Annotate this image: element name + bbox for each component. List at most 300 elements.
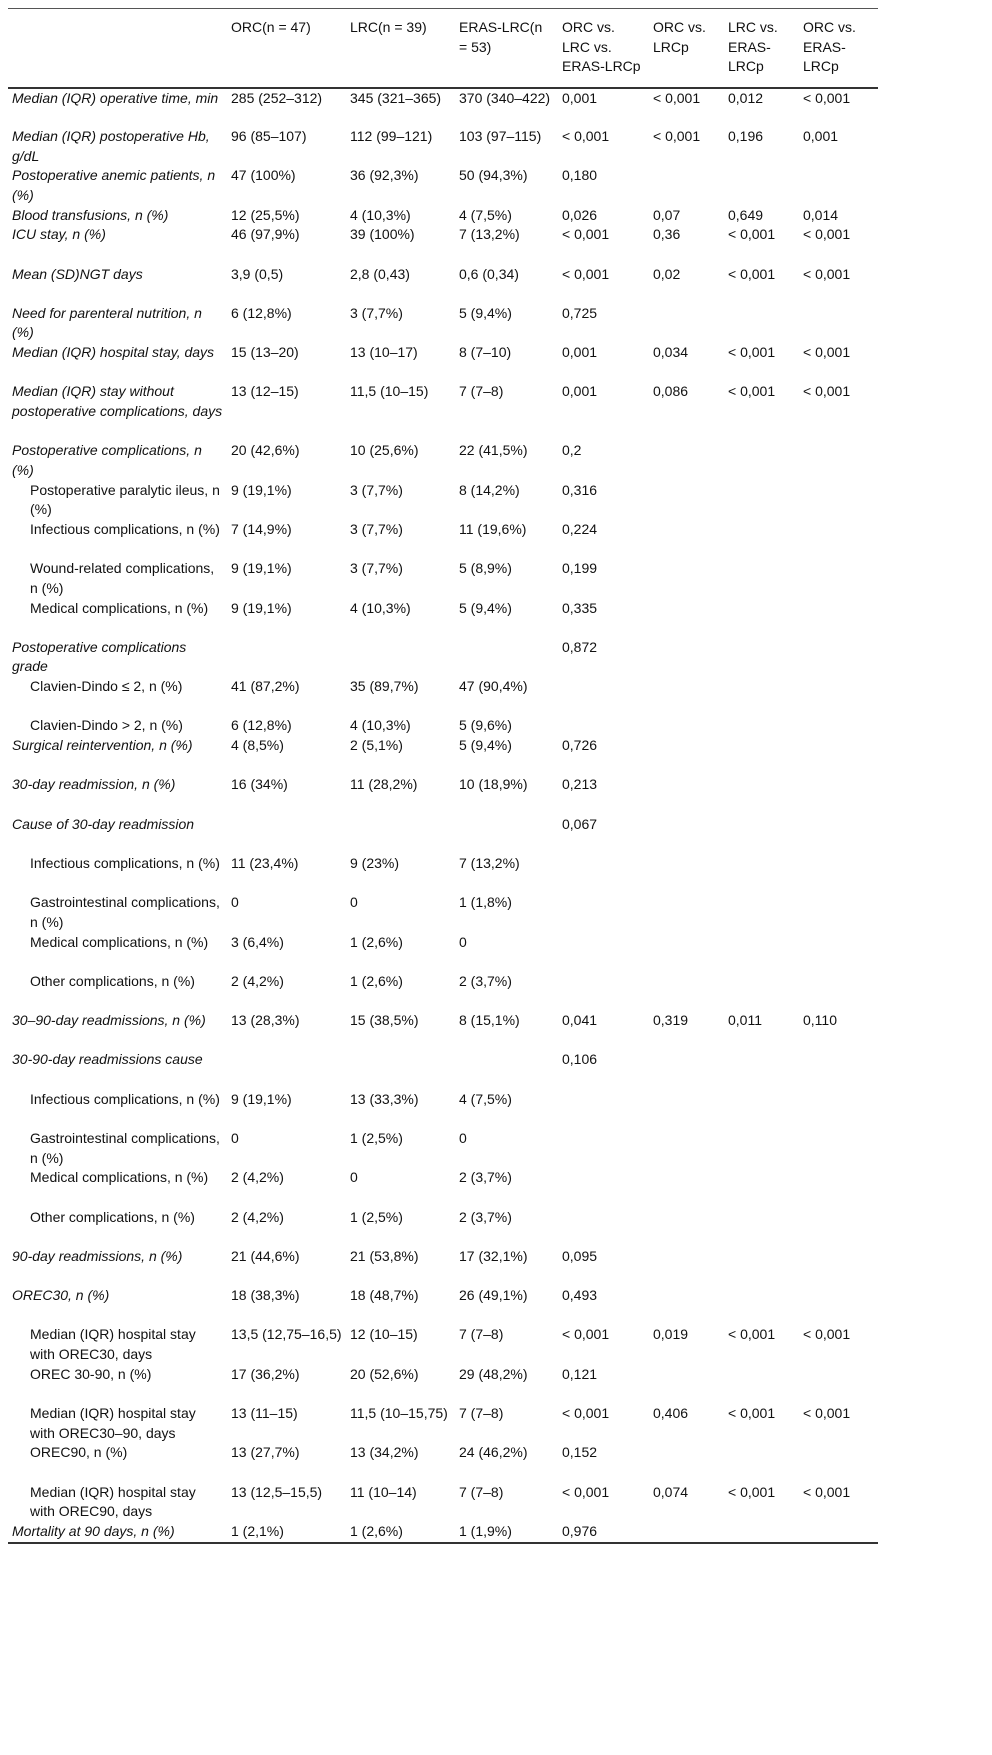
row-label: Median (IQR) hospital stay with OREC30, days <box>30 1326 196 1363</box>
table-cell <box>455 638 558 677</box>
row-label: Other complications, n (%) <box>30 972 195 989</box>
table-row <box>8 127 878 166</box>
row-label: Median (IQR) postoperative Hb, g/dL <box>12 128 210 164</box>
table-cell <box>724 775 799 814</box>
table-cell: 8 (14,2%) <box>459 481 520 498</box>
table-cell: 0,649 <box>728 206 764 223</box>
table-cell: 2,8 (0,43) <box>350 265 410 282</box>
table-header <box>8 9 878 88</box>
table-cell: 345 (321–365) <box>350 89 442 106</box>
table-cell <box>724 972 799 1011</box>
row-label: 30-90-day readmissions cause <box>12 1051 203 1068</box>
table-row <box>8 206 878 226</box>
table-cell <box>649 1050 724 1089</box>
table-cell: 3 (7,7%) <box>350 304 403 321</box>
table-cell: 8 (15,1%) <box>459 1012 520 1029</box>
table-cell <box>227 638 346 677</box>
table-cell <box>799 933 878 972</box>
table-cell: 1 (2,5%) <box>350 1129 403 1146</box>
table-cell: 0,199 <box>562 560 598 577</box>
table-row <box>8 1325 878 1364</box>
table-cell <box>558 854 649 893</box>
table-cell: 5 (8,9%) <box>459 560 512 577</box>
table-cell: 0,001 <box>562 89 598 106</box>
table-cell <box>724 677 799 716</box>
table-cell: 11 (23,4%) <box>231 854 299 871</box>
table-row <box>8 1168 878 1207</box>
table-cell: 36 (92,3%) <box>350 167 419 184</box>
table-cell: 0,074 <box>653 1483 689 1500</box>
row-label: Other complications, n (%) <box>30 1208 195 1225</box>
table-row <box>8 1011 878 1050</box>
table-cell: 50 (94,3%) <box>459 167 528 184</box>
row-label: 30–90-day readmissions, n (%) <box>12 1012 206 1029</box>
table-cell: 0,2 <box>562 442 582 459</box>
table-cell <box>799 559 878 598</box>
table-cell: 0,001 <box>562 344 598 361</box>
table-row <box>8 893 878 932</box>
table-cell: 4 (7,5%) <box>459 206 512 223</box>
table-cell <box>799 638 878 677</box>
table-cell: 285 (252–312) <box>231 89 323 106</box>
table-cell: 0,152 <box>562 1444 598 1461</box>
table-cell: 0,106 <box>562 1051 598 1068</box>
row-label: Wound-related complications, n (%) <box>30 560 215 596</box>
table-cell: 10 (25,6%) <box>350 442 419 459</box>
table-cell: < 0,001 <box>728 344 776 361</box>
table-row <box>8 441 878 480</box>
table-cell: 15 (38,5%) <box>350 1012 419 1029</box>
row-label: ICU stay, n (%) <box>12 226 106 243</box>
table-cell <box>724 1168 799 1207</box>
row-label: Medical complications, n (%) <box>30 933 209 950</box>
table-cell <box>724 736 799 775</box>
table-cell: 20 (52,6%) <box>350 1365 419 1382</box>
table-cell <box>649 638 724 677</box>
table-cell: 0 <box>231 1129 239 1146</box>
table-cell <box>558 933 649 972</box>
table-cell <box>649 1090 724 1129</box>
table-row <box>8 1286 878 1325</box>
results-table-container <box>8 8 878 1544</box>
table-cell <box>724 716 799 736</box>
table-cell <box>649 1365 724 1404</box>
table-cell: 0,726 <box>562 737 598 754</box>
row-label: Infectious complications, n (%) <box>30 520 220 537</box>
table-cell: < 0,001 <box>728 265 776 282</box>
table-row <box>8 1247 878 1286</box>
table-cell: 0,110 <box>803 1012 837 1029</box>
header-cell <box>8 9 227 88</box>
table-cell <box>649 893 724 932</box>
table-cell: 3 (7,7%) <box>350 520 403 537</box>
table-cell: < 0,001 <box>562 265 610 282</box>
table-cell: 2 (3,7%) <box>459 972 512 989</box>
table-cell: 0,224 <box>562 520 598 537</box>
table-cell: < 0,001 <box>803 265 851 282</box>
table-cell: 21 (44,6%) <box>231 1247 300 1264</box>
table-cell: 0,319 <box>653 1012 689 1029</box>
table-cell: 0 <box>350 1169 358 1186</box>
table-cell <box>558 893 649 932</box>
table-cell: 0,067 <box>562 815 598 832</box>
table-cell: 47 (90,4%) <box>459 678 528 695</box>
table-cell: 13 (12–15) <box>231 383 299 400</box>
table-cell: 5 (9,4%) <box>459 304 512 321</box>
table-cell: 0,180 <box>562 167 598 184</box>
table-cell: < 0,001 <box>803 1326 851 1343</box>
table-cell: 0 <box>350 894 358 911</box>
table-cell <box>799 1050 878 1089</box>
row-label: Medical complications, n (%) <box>30 599 209 616</box>
table-cell <box>799 893 878 932</box>
table-row <box>8 1050 878 1089</box>
table-cell <box>649 972 724 1011</box>
table-cell: 4 (10,3%) <box>350 599 411 616</box>
table-cell <box>799 736 878 775</box>
table-cell <box>558 1090 649 1129</box>
table-cell <box>649 736 724 775</box>
header-cell: ORC vs. LRC vs. ERAS-LRCp <box>562 19 641 75</box>
table-cell <box>558 972 649 1011</box>
table-cell: 13 (27,7%) <box>231 1444 300 1461</box>
table-cell <box>724 893 799 932</box>
table-cell: 4 (10,3%) <box>350 206 411 223</box>
table-cell: 41 (87,2%) <box>231 678 300 695</box>
table-cell: 5 (9,4%) <box>459 599 512 616</box>
table-cell: 1 (2,5%) <box>350 1208 403 1225</box>
table-cell: 22 (41,5%) <box>459 442 528 459</box>
row-label: 90-day readmissions, n (%) <box>12 1247 183 1264</box>
table-cell <box>649 1247 724 1286</box>
table-cell: 13 (12,5–15,5) <box>231 1483 323 1500</box>
table-cell <box>724 933 799 972</box>
table-cell <box>799 1129 878 1168</box>
table-cell: 11 (28,2%) <box>350 776 418 793</box>
table-cell: < 0,001 <box>803 383 851 400</box>
table-cell <box>558 1168 649 1207</box>
table-cell: 1 (1,8%) <box>459 894 512 911</box>
table-cell <box>799 1247 878 1286</box>
table-cell <box>799 854 878 893</box>
table-cell <box>799 1090 878 1129</box>
table-cell <box>724 559 799 598</box>
table-cell <box>649 559 724 598</box>
table-row <box>8 1483 878 1522</box>
table-cell: 12 (10–15) <box>350 1326 418 1343</box>
table-cell: 0,976 <box>562 1522 598 1539</box>
table-cell: 0,012 <box>728 89 764 106</box>
table-cell: 0 <box>459 933 467 950</box>
row-label: Median (IQR) hospital stay with OREC90, days <box>30 1483 196 1520</box>
row-label: Need for parenteral nutrition, n (%) <box>12 304 202 341</box>
table-cell: 7 (7–8) <box>459 383 504 400</box>
table-cell <box>724 304 799 343</box>
table-cell: 7 (13,2%) <box>459 226 520 243</box>
table-cell: 7 (14,9%) <box>231 520 292 537</box>
table-cell: < 0,001 <box>562 1326 610 1343</box>
table-cell: 16 (34%) <box>231 776 288 793</box>
table-cell <box>649 1168 724 1207</box>
table-cell <box>724 1090 799 1129</box>
table-cell <box>346 638 455 677</box>
table-cell <box>724 1443 799 1482</box>
table-cell: 18 (48,7%) <box>350 1287 419 1304</box>
table-cell: 0 <box>231 894 239 911</box>
table-cell: < 0,001 <box>803 1405 851 1422</box>
table-cell: 7 (13,2%) <box>459 854 520 871</box>
table-row <box>8 638 878 677</box>
table-row <box>8 1443 878 1482</box>
table-cell: 0,011 <box>728 1012 762 1029</box>
table-cell: < 0,001 <box>653 89 701 106</box>
table-cell: 18 (38,3%) <box>231 1287 300 1304</box>
table-cell: 46 (97,9%) <box>231 226 300 243</box>
table-cell <box>724 441 799 480</box>
row-label: 30-day readmission, n (%) <box>12 776 176 793</box>
table-cell <box>799 520 878 559</box>
table-cell <box>724 815 799 854</box>
results-table <box>8 8 878 1544</box>
table-cell: 0,493 <box>562 1287 598 1304</box>
table-cell: 24 (46,2%) <box>459 1444 528 1461</box>
table-cell: 0,086 <box>653 383 689 400</box>
table-cell <box>455 815 558 854</box>
table-cell: 2 (4,2%) <box>231 1208 284 1225</box>
table-cell <box>724 166 799 205</box>
table-body <box>8 88 878 1543</box>
table-cell <box>649 1443 724 1482</box>
row-label: Gastrointestinal complications, n (%) <box>30 894 220 930</box>
table-cell <box>649 933 724 972</box>
table-cell: 29 (48,2%) <box>459 1365 528 1382</box>
table-cell: 17 (36,2%) <box>231 1365 300 1382</box>
row-label: Blood transfusions, n (%) <box>12 206 169 223</box>
table-cell <box>799 972 878 1011</box>
table-cell: 112 (99–121) <box>350 128 433 145</box>
table-cell: 1 (2,6%) <box>350 1522 403 1539</box>
table-cell: 3 (7,7%) <box>350 481 403 498</box>
table-cell: 13 (33,3%) <box>350 1090 419 1107</box>
row-label: Median (IQR) hospital stay, days <box>12 344 215 361</box>
table-cell: 0,034 <box>653 344 689 361</box>
table-cell <box>799 1286 878 1325</box>
table-cell: 0,725 <box>562 304 598 321</box>
row-label: Infectious complications, n (%) <box>30 854 220 871</box>
table-cell: 2 (4,2%) <box>231 1169 284 1186</box>
table-cell: 13 (11–15) <box>231 1405 298 1422</box>
table-cell: 0,014 <box>803 206 839 223</box>
header-cell: ERAS-LRC(n = 53) <box>459 19 543 55</box>
table-cell <box>799 1443 878 1482</box>
table-cell <box>558 677 649 716</box>
table-cell <box>649 716 724 736</box>
table-cell <box>649 1522 724 1543</box>
table-cell: 11 (10–14) <box>350 1483 417 1500</box>
table-cell <box>799 441 878 480</box>
table-cell <box>227 1050 346 1089</box>
table-row <box>8 1522 878 1543</box>
table-cell <box>649 441 724 480</box>
table-cell: < 0,001 <box>728 1483 776 1500</box>
table-cell: 6 (12,8%) <box>231 304 292 321</box>
row-label: Clavien-Dindo > 2, n (%) <box>30 717 183 734</box>
table-row <box>8 1404 878 1443</box>
table-cell: 0,041 <box>562 1012 598 1029</box>
table-cell: 9 (19,1%) <box>231 599 292 616</box>
row-label: Postoperative paralytic ileus, n (%) <box>30 481 220 518</box>
table-row <box>8 1365 878 1404</box>
table-cell: 370 (340–422) <box>459 89 551 106</box>
table-cell <box>558 1208 649 1247</box>
row-label: Gastrointestinal complications, n (%) <box>30 1129 220 1166</box>
table-cell <box>724 1365 799 1404</box>
table-cell <box>558 716 649 736</box>
table-cell <box>799 815 878 854</box>
table-cell: < 0,001 <box>728 226 776 243</box>
table-cell: 0,36 <box>653 226 681 243</box>
table-cell: 0 <box>459 1129 467 1146</box>
table-row <box>8 559 878 598</box>
table-cell: 0,026 <box>562 206 598 223</box>
row-label: Medical complications, n (%) <box>30 1169 209 1186</box>
table-cell: 3,9 (0,5) <box>231 265 284 282</box>
table-cell: 7 (7–8) <box>459 1483 504 1500</box>
table-cell <box>455 1050 558 1089</box>
table-cell: 7 (7–8) <box>459 1405 504 1422</box>
table-cell: 4 (7,5%) <box>459 1090 512 1107</box>
header-cell: ORC vs. ERAS-LRCp <box>803 19 856 75</box>
table-row <box>8 775 878 814</box>
table-cell: < 0,001 <box>803 226 851 243</box>
table-cell <box>649 520 724 559</box>
table-cell <box>724 1208 799 1247</box>
table-row <box>8 166 878 205</box>
table-cell: 13 (28,3%) <box>231 1012 300 1029</box>
table-cell <box>558 1129 649 1168</box>
table-cell: 9 (23%) <box>350 854 400 871</box>
table-row <box>8 343 878 382</box>
row-label: Infectious complications, n (%) <box>30 1090 220 1107</box>
table-cell: 9 (19,1%) <box>231 560 292 577</box>
table-cell: 5 (9,6%) <box>459 717 512 734</box>
table-row <box>8 1208 878 1247</box>
table-cell: 96 (85–107) <box>231 128 307 145</box>
table-cell <box>649 1129 724 1168</box>
header-cell: LRC(n = 39) <box>350 19 427 35</box>
table-cell <box>799 599 878 638</box>
table-cell <box>227 815 346 854</box>
table-cell <box>649 304 724 343</box>
table-cell <box>799 677 878 716</box>
table-cell <box>724 1050 799 1089</box>
table-row <box>8 677 878 716</box>
table-cell: 0,095 <box>562 1247 598 1264</box>
table-cell: 0,213 <box>562 776 598 793</box>
table-cell: 103 (97–115) <box>459 128 542 145</box>
table-cell <box>799 716 878 736</box>
table-cell: 0,07 <box>653 206 681 223</box>
table-cell: 0,196 <box>728 128 764 145</box>
table-cell: 0,316 <box>562 481 598 498</box>
table-cell <box>649 854 724 893</box>
table-row <box>8 736 878 775</box>
table-cell <box>649 1208 724 1247</box>
table-cell: 7 (7–8) <box>459 1326 504 1343</box>
table-cell: 12 (25,5%) <box>231 206 300 223</box>
table-cell: 13 (10–17) <box>350 344 418 361</box>
table-cell <box>724 520 799 559</box>
table-cell: 8 (7–10) <box>459 344 512 361</box>
row-label: Cause of 30-day readmission <box>12 815 195 832</box>
table-cell: 0,121 <box>562 1365 598 1382</box>
table-row <box>8 481 878 520</box>
table-cell <box>799 1168 878 1207</box>
table-cell: 0,001 <box>803 128 839 145</box>
table-cell: < 0,001 <box>728 383 776 400</box>
table-cell: 1 (2,6%) <box>350 933 403 950</box>
table-cell: 11 (19,6%) <box>459 520 527 537</box>
table-cell <box>799 775 878 814</box>
table-cell: < 0,001 <box>803 344 851 361</box>
table-cell: < 0,001 <box>562 1405 610 1422</box>
table-row <box>8 520 878 559</box>
table-row <box>8 972 878 1011</box>
table-cell: < 0,001 <box>562 128 610 145</box>
table-cell: 11,5 (10–15) <box>350 383 429 400</box>
table-cell <box>346 1050 455 1089</box>
table-cell <box>649 481 724 520</box>
table-cell <box>649 599 724 638</box>
table-row <box>8 1129 878 1168</box>
table-cell <box>724 1247 799 1286</box>
table-cell: 10 (18,9%) <box>459 776 528 793</box>
row-label: OREC 30-90, n (%) <box>30 1365 152 1382</box>
table-row <box>8 88 878 127</box>
table-row <box>8 265 878 304</box>
table-cell <box>649 775 724 814</box>
table-row <box>8 382 878 441</box>
row-label: Median (IQR) operative time, min <box>12 89 219 106</box>
table-cell <box>799 481 878 520</box>
table-cell: 1 (2,1%) <box>231 1522 284 1539</box>
header-row <box>8 9 878 88</box>
row-label: Median (IQR) stay without postoperative complications, days <box>12 383 223 420</box>
table-cell <box>724 599 799 638</box>
table-cell: 47 (100%) <box>231 167 296 184</box>
table-cell: 1 (2,6%) <box>350 972 403 989</box>
table-cell <box>724 481 799 520</box>
row-label: Postoperative anemic patients, n (%) <box>12 167 216 203</box>
header-cell: LRC vs. ERAS-LRCp <box>728 19 778 75</box>
table-cell: 0,335 <box>562 599 598 616</box>
table-cell: < 0,001 <box>562 1483 610 1500</box>
table-cell: 39 (100%) <box>350 226 415 243</box>
row-label: Mortality at 90 days, n (%) <box>12 1522 175 1539</box>
table-cell <box>649 166 724 205</box>
table-cell: 11,5 (10–15,75) <box>350 1405 448 1422</box>
row-label: OREC30, n (%) <box>12 1287 110 1304</box>
table-row <box>8 933 878 972</box>
table-row <box>8 599 878 638</box>
table-cell: 0,6 (0,34) <box>459 265 519 282</box>
row-label: Median (IQR) hospital stay with OREC30–90, days <box>30 1405 196 1441</box>
table-cell: 20 (42,6%) <box>231 442 300 459</box>
table-cell: 0,406 <box>653 1405 689 1422</box>
table-cell: 0,02 <box>653 265 681 282</box>
table-cell: 2 (3,7%) <box>459 1169 512 1186</box>
table-cell: 21 (53,8%) <box>350 1247 419 1264</box>
